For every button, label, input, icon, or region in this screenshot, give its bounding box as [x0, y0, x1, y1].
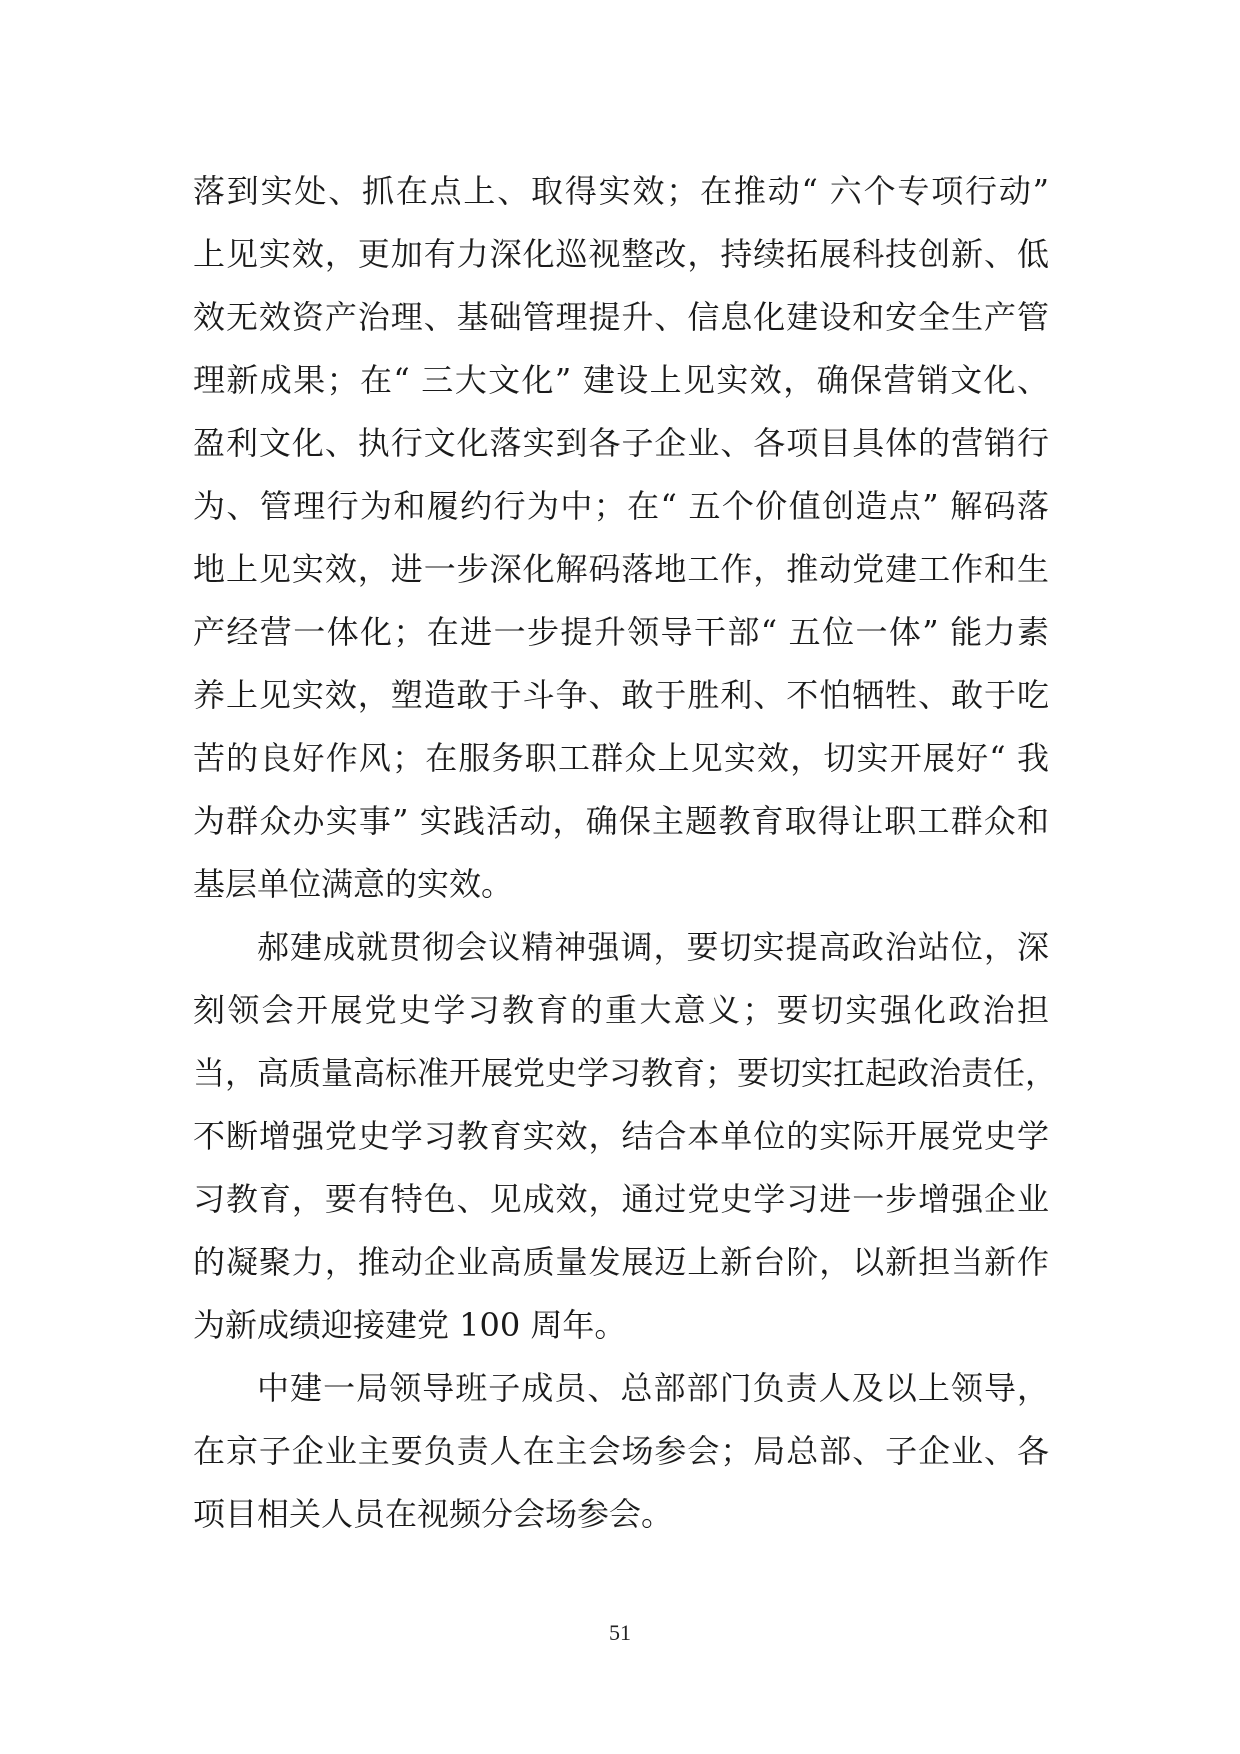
document-body	[193, 160, 1058, 1546]
text-line: 不断增强党史学习教育实效，结合本单位的实际开展党史学	[193, 1117, 1049, 1155]
text-line: 为群众办实事” 实践活动，确保主题教育取得让职工群众和	[193, 802, 1049, 840]
text-line: 项目相关人员在视频分会场参会。	[193, 1495, 674, 1533]
text-line: 理新成果；在“ 三大文化” 建设上见实效，确保营销文化、	[193, 361, 1049, 399]
text-line: 上见实效，更加有力深化巡视整改，持续拓展科技创新、低	[193, 235, 1049, 273]
text-line: 的凝聚力，推动企业高质量发展迈上新台阶，以新担当新作	[193, 1243, 1049, 1281]
text-line: 郝建成就贯彻会议精神强调，要切实提高政治站位，深	[257, 928, 1049, 966]
text-line: 盈利文化、执行文化落实到各子企业、各项目具体的营销行	[193, 424, 1049, 462]
paragraph-2	[193, 916, 1058, 1357]
text-line: 刻领会开展党史学习教育的重大意义；要切实强化政治担	[193, 991, 1049, 1029]
text-line: 地上见实效，进一步深化解码落地工作，推动党建工作和生	[193, 550, 1049, 588]
text-line: 为、管理行为和履约行为中；在“ 五个价值创造点” 解码落	[193, 487, 1049, 525]
text-line: 落到实处、抓在点上、取得实效；在推动“ 六个专项行动”	[193, 172, 1049, 210]
paragraph-1	[193, 160, 1049, 916]
text-line: 基层单位满意的实效。	[193, 865, 514, 903]
text-line: 养上见实效，塑造敢于斗争、敢于胜利、不怕牺牲、敢于吃	[193, 676, 1049, 714]
text-line: 习教育，要有特色、见成效，通过党史学习进一步增强企业	[193, 1180, 1049, 1218]
paragraph-3	[193, 1357, 1049, 1546]
text-line: 在京子企业主要负责人在主会场参会；局总部、子企业、各	[193, 1432, 1049, 1470]
page-number: 51	[609, 1620, 631, 1645]
text-line: 苦的良好作风；在服务职工群众上见实效，切实开展好“ 我	[193, 739, 1049, 777]
text-line: 当，高质量高标准开展党史学习教育；要切实扛起政治责任，	[193, 1054, 1058, 1092]
text-line: 效无效资产治理、基础管理提升、信息化建设和安全生产管	[193, 298, 1049, 336]
text-line: 为新成绩迎接建党 100 周年。	[193, 1306, 627, 1344]
text-line: 中建一局领导班子成员、总部部门负责人及以上领导，	[257, 1369, 1049, 1407]
text-line: 产经营一体化；在进一步提升领导干部“ 五位一体” 能力素	[193, 613, 1049, 651]
